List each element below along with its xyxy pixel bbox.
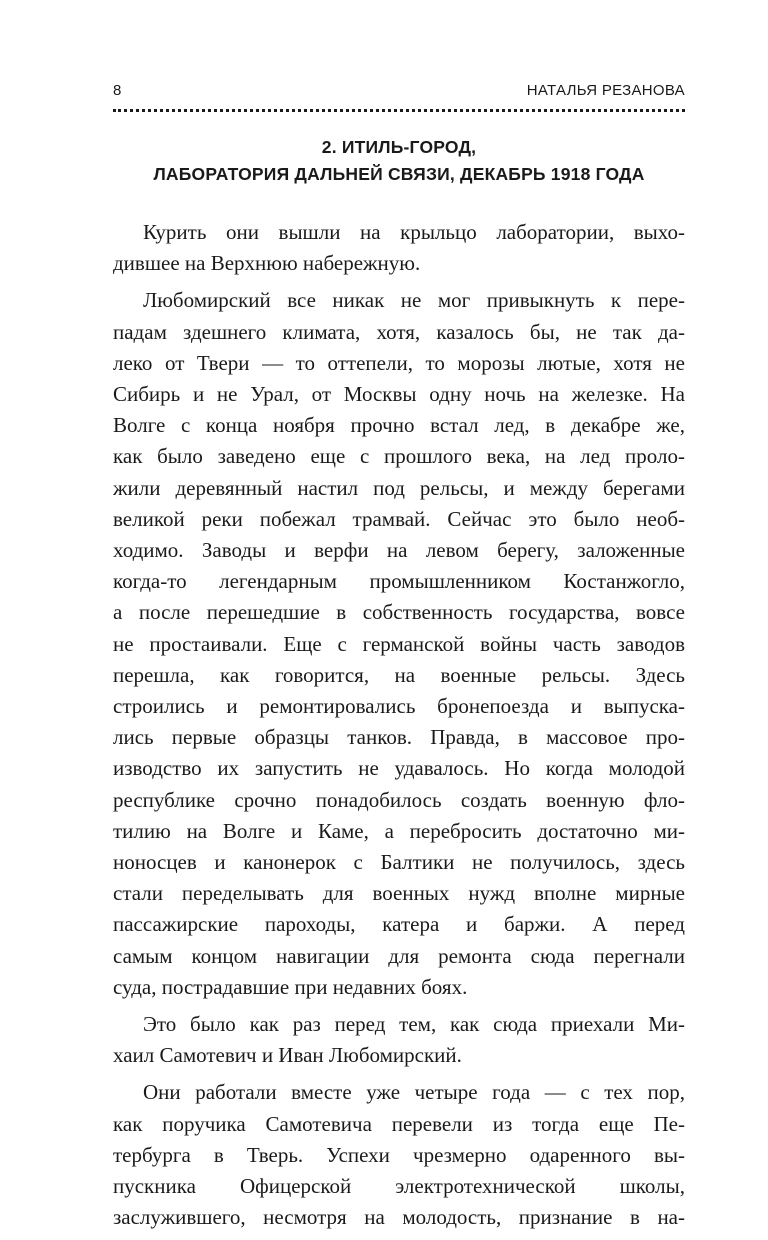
text-line: тилию на Волге и Каме, а перебросить достаточно ми- xyxy=(113,818,685,843)
text-line: леко от Твери — то оттепели, то морозы лютые, хотя не xyxy=(113,350,685,375)
book-page xyxy=(113,82,685,1234)
text-line: Они работали вместе уже четыре года — с тех пор, xyxy=(143,1080,685,1105)
text-line: Сибирь и не Урал, от Москвы одну ночь на железке. На xyxy=(113,382,685,407)
text-line: дившее на Верхнюю набережную. xyxy=(113,251,421,276)
text-line: ходимо. Заводы и верфи на левом берегу, заложенные xyxy=(113,538,685,563)
text-line: лись первые образцы танков. Правда, в массовое про- xyxy=(113,725,685,750)
body-text xyxy=(113,217,685,1234)
paragraph xyxy=(113,1077,685,1233)
text-line: пассажирские пароходы, катера и баржи. А перед xyxy=(113,912,685,937)
text-line: республике срочно понадобилось создать военную фло- xyxy=(113,787,685,812)
text-line: как было заведено еще с прошлого века, на лед проло- xyxy=(113,444,685,469)
chapter-title-line-2: ЛАБОРАТОРИЯ ДАЛЬНЕЙ СВЯЗИ, ДЕКАБРЬ 1918 ГОДА xyxy=(153,164,645,184)
text-line: пускника Офицерской электротехнической школы, xyxy=(113,1174,685,1199)
text-line: Это было как раз перед тем, как сюда приехали Ми- xyxy=(143,1012,685,1037)
text-line: перешла, как говорится, на военные рельсы. Здесь xyxy=(113,662,685,687)
text-line: жили деревянный настил под рельсы, и между берегами xyxy=(113,475,685,500)
text-line: заслужившего, несмотря на молодость, признание в на- xyxy=(113,1205,685,1230)
text-line: стали переделывать для военных нужд вполне мирные xyxy=(113,881,685,906)
author-name: НАТАЛЬЯ РЕЗАНОВА xyxy=(526,82,685,99)
chapter-title xyxy=(113,134,685,188)
text-line: Волге с конца ноября прочно встал лед, в декабре же, xyxy=(113,413,685,438)
text-line: хаил Самотевич и Иван Любомирский. xyxy=(113,1043,462,1068)
text-line: Курить они вышли на крыльцо лаборатории, выхо- xyxy=(143,220,685,244)
chapter-title-line-1: 2. ИТИЛЬ-ГОРОД, xyxy=(321,137,477,157)
text-line: тербурга в Тверь. Успехи чрезмерно одаренного вы- xyxy=(113,1142,685,1167)
text-line: как поручика Самотевича перевели из тогда еще Пе- xyxy=(113,1111,685,1136)
dotted-rule xyxy=(113,109,685,112)
text-line: а после перешедшие в собственность государства, вовсе xyxy=(113,600,685,625)
text-line: ноносцев и канонерок с Балтики не получилось, здесь xyxy=(113,850,685,875)
paragraph xyxy=(113,285,685,1003)
text-line: когда-то легендарным промышленником Костанжогло, xyxy=(113,569,685,594)
text-line: строились и ремонтировались бронепоезда и выпуска- xyxy=(113,694,685,719)
text-line: не простаивали. Еще с германской войны часть заводов xyxy=(113,631,685,656)
running-head xyxy=(113,82,685,104)
paragraph xyxy=(113,217,685,279)
text-line: Любомирский все никак не мог привыкнуть к пере- xyxy=(143,288,685,313)
text-line: падам здешнего климата, хотя, казалось бы, не так да- xyxy=(113,319,685,344)
paragraph xyxy=(113,1009,685,1071)
text-line: великой реки побежал трамвай. Сейчас это было необ- xyxy=(113,506,685,531)
page-number: 8 xyxy=(113,82,122,99)
text-line: изводство их запустить не удавалось. Но когда молодой xyxy=(113,756,685,781)
text-line: суда, пострадавшие при недавних боях. xyxy=(113,974,468,999)
text-line: самым концом навигации для ремонта сюда перегнали xyxy=(113,943,685,968)
